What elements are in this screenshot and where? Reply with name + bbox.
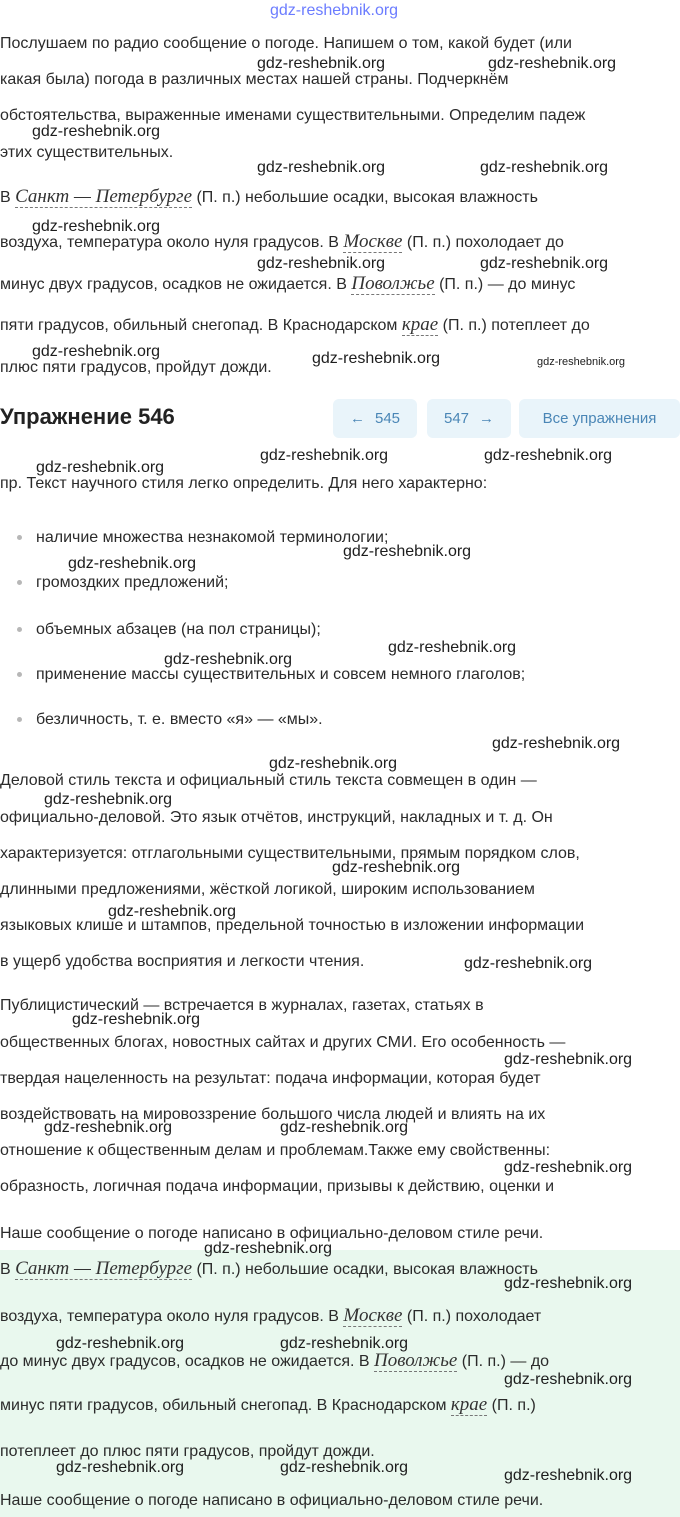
next-exercise-button[interactable] — [427, 399, 511, 438]
weather2-line-2 — [0, 1306, 541, 1327]
text: (П. п.) небольшие осадки, высокая влажность — [192, 189, 538, 206]
weather2-line-3 — [0, 1351, 549, 1372]
watermark: gdz-reshebnik.org — [56, 1335, 185, 1352]
bullet-dot — [17, 580, 22, 585]
bullet-dot — [17, 535, 22, 540]
watermark: gdz-reshebnik.org — [280, 1335, 409, 1352]
bullet-dot — [17, 627, 22, 632]
watermark: gdz-reshebnik.org — [260, 447, 389, 464]
publicistic-line-3: твердая нацеленность на результат: подача информации, которая будет — [0, 1070, 541, 1087]
watermark: gdz-reshebnik.org — [488, 55, 617, 72]
conclusion: Наше сообщение о погоде написано в официально-деловом стиле речи. — [0, 1225, 544, 1242]
weather1-line-5: плюс пяти градусов, пройдут дожди. — [0, 359, 272, 376]
watermark: gdz-reshebnik.org — [504, 1159, 633, 1176]
text: (П. п.) похолодает — [402, 1308, 542, 1325]
text: (П. п.) небольшие осадки, высокая влажность — [192, 1261, 538, 1278]
watermark: gdz-reshebnik.org — [32, 218, 161, 235]
intro-line-1: Послушаем по радио сообщение о погоде. Напишем о том, какой будет (или — [0, 35, 572, 52]
publicistic-line-6: образность, логичная подача информации, призывы к действию, оценки и — [0, 1178, 554, 1195]
watermark: gdz-reshebnik.org — [332, 859, 461, 876]
weather2-line-5: потеплеет до плюс пяти градусов, пройдут дожди. — [0, 1443, 375, 1460]
text: (П. п.) — до — [457, 1353, 550, 1370]
business-line-2: официально-деловой. Это язык отчётов, инструкций, накладных и т. д. Он — [0, 809, 553, 826]
place-spb: Санкт — Петербурге — [15, 1258, 192, 1279]
watermark-top: gdz-reshebnik.org — [270, 2, 399, 19]
weather2-line-4 — [0, 1395, 536, 1416]
watermark: gdz-reshebnik.org — [32, 123, 161, 140]
all-exercises-button[interactable]: Все упражнения — [519, 399, 680, 438]
business-line-4: длинными предложениями, жёсткой логикой, широким использованием — [0, 881, 535, 898]
place-moscow: Москве — [343, 231, 403, 252]
watermark: gdz-reshebnik.org — [504, 1275, 633, 1292]
watermark: gdz-reshebnik.org — [280, 1119, 409, 1136]
watermark: gdz-reshebnik.org — [108, 903, 237, 920]
watermark: gdz-reshebnik.org — [257, 55, 386, 72]
watermark: gdz-reshebnik.org — [480, 159, 609, 176]
bullet-item-3: объемных абзацев (на пол страницы); — [36, 621, 321, 638]
watermark: gdz-reshebnik.org — [44, 791, 173, 808]
publicistic-line-1: Публицистический — встречается в журналах, газетах, статьях в — [0, 997, 484, 1014]
watermark: gdz-reshebnik.org — [343, 543, 472, 560]
watermark: gdz-reshebnik.org — [480, 255, 609, 272]
place-moscow: Москве — [343, 1305, 403, 1326]
place-krai: крае — [450, 1394, 488, 1415]
weather1-line-4 — [0, 315, 590, 336]
watermark: gdz-reshebnik.org — [504, 1051, 633, 1068]
weather2-line-6: Наше сообщение о погоде написано в официально-деловом стиле речи. — [0, 1492, 544, 1509]
business-line-6: в ущерб удобства восприятия и легкости чтения. — [0, 953, 365, 970]
text: В — [0, 189, 16, 206]
watermark: gdz-reshebnik.org — [68, 555, 197, 572]
business-line-3: характеризуется: отглагольными существительными, прямым порядком слов, — [0, 845, 580, 862]
publicistic-line-4: воздействовать на мировоззрение большого числа людей и влиять на их — [0, 1106, 546, 1123]
watermark: gdz-reshebnik.org — [72, 1011, 201, 1028]
text: минус пяти градусов, обильный снегопад. В Краснодарском — [0, 1397, 451, 1414]
publicistic-line-2: общественных блогах, новостных сайтах и других СМИ. Его особенность — — [0, 1034, 566, 1051]
text: В — [0, 1261, 16, 1278]
arrow-left-icon: ← — [349, 410, 365, 427]
bullet-item-2: громоздких предложений; — [36, 574, 229, 591]
watermark: gdz-reshebnik.org — [56, 1459, 185, 1476]
intro-line-2: какая была) погода в различных местах нашей страны. Подчеркнём — [0, 71, 509, 88]
watermark: gdz-reshebnik.org — [257, 159, 386, 176]
watermark: gdz-reshebnik.org — [164, 651, 293, 668]
weather1-line-1 — [0, 187, 538, 208]
text: (П. п.) потеплеет до — [438, 317, 590, 334]
business-line-5: языковых клише и штампов, предельной точностью в изложении информации — [0, 917, 585, 934]
bullet-dot — [17, 717, 22, 722]
business-line-1: Деловой стиль текста и официальный стиль текста совмещен в один — — [0, 772, 537, 789]
text: минус двух градусов, осадков не ожидается. В — [0, 276, 352, 293]
place-volga: Поволжье — [374, 1350, 458, 1371]
prev-exercise-label: 545 — [374, 410, 401, 427]
next-exercise-label: 547 — [443, 410, 470, 427]
watermark: gdz-reshebnik.org — [504, 1467, 633, 1484]
watermark: gdz-reshebnik.org — [280, 1459, 409, 1476]
place-krai: крае — [401, 314, 439, 335]
sci-intro: пр. Текст научного стиля легко определить. Для него характерно: — [0, 475, 488, 492]
watermark: gdz-reshebnik.org — [484, 447, 613, 464]
watermark: gdz-reshebnik.org — [492, 735, 621, 752]
bullet-item-4: применение массы существительных и совсем немного глаголов; — [36, 666, 526, 683]
watermark: gdz-reshebnik.org — [269, 755, 398, 772]
watermark: gdz-reshebnik.org — [464, 955, 593, 972]
watermark: gdz-reshebnik.org — [44, 1119, 173, 1136]
text: (П. п.) похолодает до — [402, 234, 564, 251]
intro-line-4: этих существительных. — [0, 144, 174, 161]
text: пяти градусов, обильный снегопад. В Краснодарском — [0, 317, 402, 334]
watermark: gdz-reshebnik.org — [32, 343, 161, 360]
weather1-line-3 — [0, 274, 575, 295]
publicistic-line-5: отношение к общественным делам и проблемам.Также ему свойственны: — [0, 1142, 551, 1159]
bullet-item-5: безличность, т. е. вместо «я» — «мы». — [36, 711, 323, 728]
watermark: gdz-reshebnik.org — [312, 350, 441, 367]
bullet-item-1: наличие множества незнакомой терминологии; — [36, 529, 389, 546]
watermark: gdz-reshebnik.org — [257, 255, 386, 272]
watermark: gdz-reshebnik.org — [388, 639, 517, 656]
intro-line-3: обстоятельства, выраженные именами существительными. Определим падеж — [0, 107, 586, 124]
watermark: gdz-reshebnik.org — [36, 459, 165, 476]
text: (П. п.) — [487, 1397, 536, 1414]
text: до минус двух градусов, осадков не ожидается. В — [0, 1353, 375, 1370]
watermark: gdz-reshebnik.org — [504, 1371, 633, 1388]
prev-exercise-button[interactable] — [333, 399, 417, 438]
arrow-right-icon: → — [479, 410, 495, 427]
weather2-line-1 — [0, 1259, 538, 1280]
text: воздуха, температура около нуля градусов. В — [0, 234, 344, 251]
bullet-dot — [17, 672, 22, 677]
text: (П. п.) — до минус — [434, 276, 576, 293]
place-spb: Санкт — Петербурге — [15, 186, 192, 207]
watermark: gdz-reshebnik.org — [537, 356, 626, 368]
watermark: gdz-reshebnik.org — [204, 1240, 333, 1257]
place-volga: Поволжье — [351, 273, 435, 294]
exercise-title: Упражнение 546 — [0, 404, 175, 429]
text: воздуха, температура около нуля градусов. В — [0, 1308, 344, 1325]
